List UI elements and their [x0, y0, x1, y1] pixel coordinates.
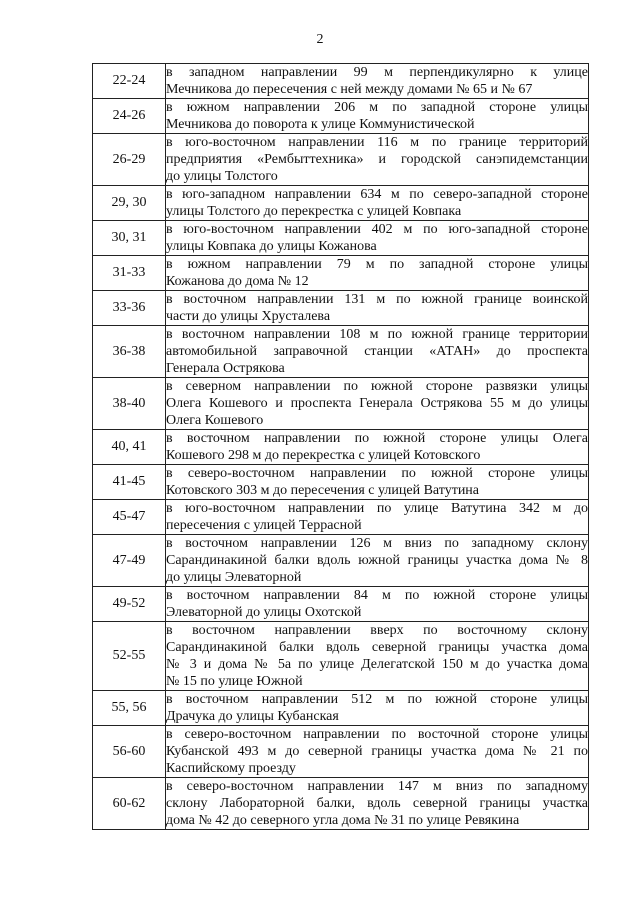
segment-cell: 29, 30 — [93, 186, 166, 221]
description-line: Кубанской 493 м до северной границы участка дома № 21 по — [166, 744, 588, 759]
description-cell — [166, 430, 589, 465]
description-line: дома № 42 до северного угла дома № 31 по улице Ревякина — [166, 813, 520, 828]
description-line: в юго-восточном направлении 116 м по границе территорий — [166, 135, 588, 150]
segment-cell: 55, 56 — [93, 691, 166, 726]
description-cell — [166, 134, 589, 186]
description-line: в юго-западном направлении 634 м по северо-западной стороне — [166, 187, 588, 202]
description-line: в юго-восточном направлении по улице Ватутина 342 м до — [166, 501, 588, 516]
segment-cell: 60-62 — [93, 778, 166, 830]
description-cell — [166, 500, 589, 535]
segment-cell: 45-47 — [93, 500, 166, 535]
description-line: в восточном направлении 126 м вниз по западному склону — [166, 536, 588, 551]
segment-cell: 38-40 — [93, 378, 166, 430]
table-row — [93, 186, 589, 221]
segment-cell: 26-29 — [93, 134, 166, 186]
description-cell — [166, 291, 589, 326]
description-cell — [166, 378, 589, 430]
description-cell — [166, 726, 589, 778]
table-row — [93, 465, 589, 500]
description-line: в южном направлении 206 м по западной стороне улицы — [166, 100, 588, 115]
table-row — [93, 587, 589, 622]
table-body — [93, 64, 589, 830]
table-row — [93, 726, 589, 778]
description-line: Генерала Острякова — [166, 361, 285, 376]
description-line: в восточном направлении 108 м по южной границе территории — [166, 327, 588, 342]
description-line: в восточном направлении вверх по восточному склону — [166, 623, 588, 638]
description-line: пересечения с улицей Террасной — [166, 518, 362, 533]
description-line: в юго-восточном направлении 402 м по юго-западной стороне — [166, 222, 588, 237]
description-line: предприятия «Рембыттехника» и городской санэпидемстанции — [166, 152, 588, 167]
table-row — [93, 326, 589, 378]
description-cell — [166, 326, 589, 378]
description-cell — [166, 465, 589, 500]
description-line: Мечникова до поворота к улице Коммунистической — [166, 117, 475, 132]
segment-cell: 31-33 — [93, 256, 166, 291]
table-row — [93, 378, 589, 430]
description-line: в восточном направлении 84 м по южной стороне улицы — [166, 588, 588, 603]
segment-cell: 40, 41 — [93, 430, 166, 465]
table-row — [93, 64, 589, 99]
description-line: Драчука до улицы Кубанская — [166, 709, 339, 724]
segment-cell: 33-36 — [93, 291, 166, 326]
description-line: в восточном направлении по южной стороне улицы Олега — [166, 431, 588, 446]
description-line: части до улицы Хрусталева — [166, 309, 331, 324]
description-cell — [166, 186, 589, 221]
description-line: Кошевого 298 м до перекрестка с улицей Котовского — [166, 448, 481, 463]
description-cell — [166, 622, 589, 691]
table-row — [93, 430, 589, 465]
table-row — [93, 778, 589, 830]
segment-cell: 22-24 — [93, 64, 166, 99]
table-row — [93, 99, 589, 134]
description-line: в восточном направлении 512 м по южной стороне улицы — [166, 692, 588, 707]
table-row — [93, 221, 589, 256]
table-row — [93, 622, 589, 691]
page-number: 2 — [316, 32, 324, 47]
description-line: Олега Кошевого и проспекта Генерала Острякова 55 м до улицы — [166, 396, 588, 411]
table-row — [93, 691, 589, 726]
description-line: Сарандинакиной балки вдоль южной границы участка дома № 8 — [166, 553, 588, 568]
segment-cell: 52-55 — [93, 622, 166, 691]
segment-cell: 47-49 — [93, 535, 166, 587]
description-line: в северо-восточном направлении по восточной стороне улицы — [166, 727, 588, 742]
description-line: в западном направлении 99 м перпендикулярно к улице — [166, 65, 588, 80]
description-line: в северном направлении по южной стороне развязки улицы — [166, 379, 588, 394]
segment-cell: 56-60 — [93, 726, 166, 778]
description-cell — [166, 535, 589, 587]
segment-cell: 36-38 — [93, 326, 166, 378]
description-line: автомобильной заправочной станции «АТАН» до проспекта — [166, 344, 588, 359]
description-line: в северо-восточном направлении по южной стороне улицы — [166, 466, 588, 481]
description-line: Элеваторной до улицы Охотской — [166, 605, 362, 620]
description-line: Кожанова до дома № 12 — [166, 274, 309, 289]
description-cell — [166, 99, 589, 134]
table-row — [93, 500, 589, 535]
description-cell — [166, 691, 589, 726]
segment-cell: 49-52 — [93, 587, 166, 622]
description-line: Каспийскому проезду — [166, 761, 296, 776]
description-line: Сарандинакиной балки вдоль северной границы участка дома — [166, 640, 588, 655]
segment-cell: 41-45 — [93, 465, 166, 500]
description-line: Котовского 303 м до пересечения с улицей Ватутина — [166, 483, 480, 498]
description-line: Олега Кошевого — [166, 413, 264, 428]
description-line: до улицы Толстого — [166, 169, 278, 184]
description-cell — [166, 587, 589, 622]
description-cell — [166, 221, 589, 256]
table-row — [93, 535, 589, 587]
table-row — [93, 134, 589, 186]
table-row — [93, 256, 589, 291]
description-line: в южном направлении 79 м по западной стороне улицы — [166, 257, 588, 272]
description-line: склону Лабораторной балки, вдоль северной границы участка — [166, 796, 588, 811]
description-line: улицы Толстого до перекрестка с улицей Ковпака — [166, 204, 462, 219]
description-line: до улицы Элеваторной — [166, 570, 302, 585]
description-cell — [166, 778, 589, 830]
description-line: № 3 и дома № 5а по улице Делегатской 150 м до участка дома — [166, 657, 588, 672]
description-cell — [166, 64, 589, 99]
segment-cell: 30, 31 — [93, 221, 166, 256]
description-line: Мечникова до пересечения с ней между домами № 65 и № 67 — [166, 82, 533, 97]
segment-cell: 24-26 — [93, 99, 166, 134]
description-line: улицы Ковпака до улицы Кожанова — [166, 239, 377, 254]
description-line: в восточном направлении 131 м по южной границе воинской — [166, 292, 588, 307]
description-cell — [166, 256, 589, 291]
boundary-segments-table — [92, 63, 589, 830]
table-row — [93, 291, 589, 326]
description-line: № 15 по улице Южной — [166, 674, 303, 689]
description-line: в северо-восточном направлении 147 м вниз по западному — [166, 779, 588, 794]
